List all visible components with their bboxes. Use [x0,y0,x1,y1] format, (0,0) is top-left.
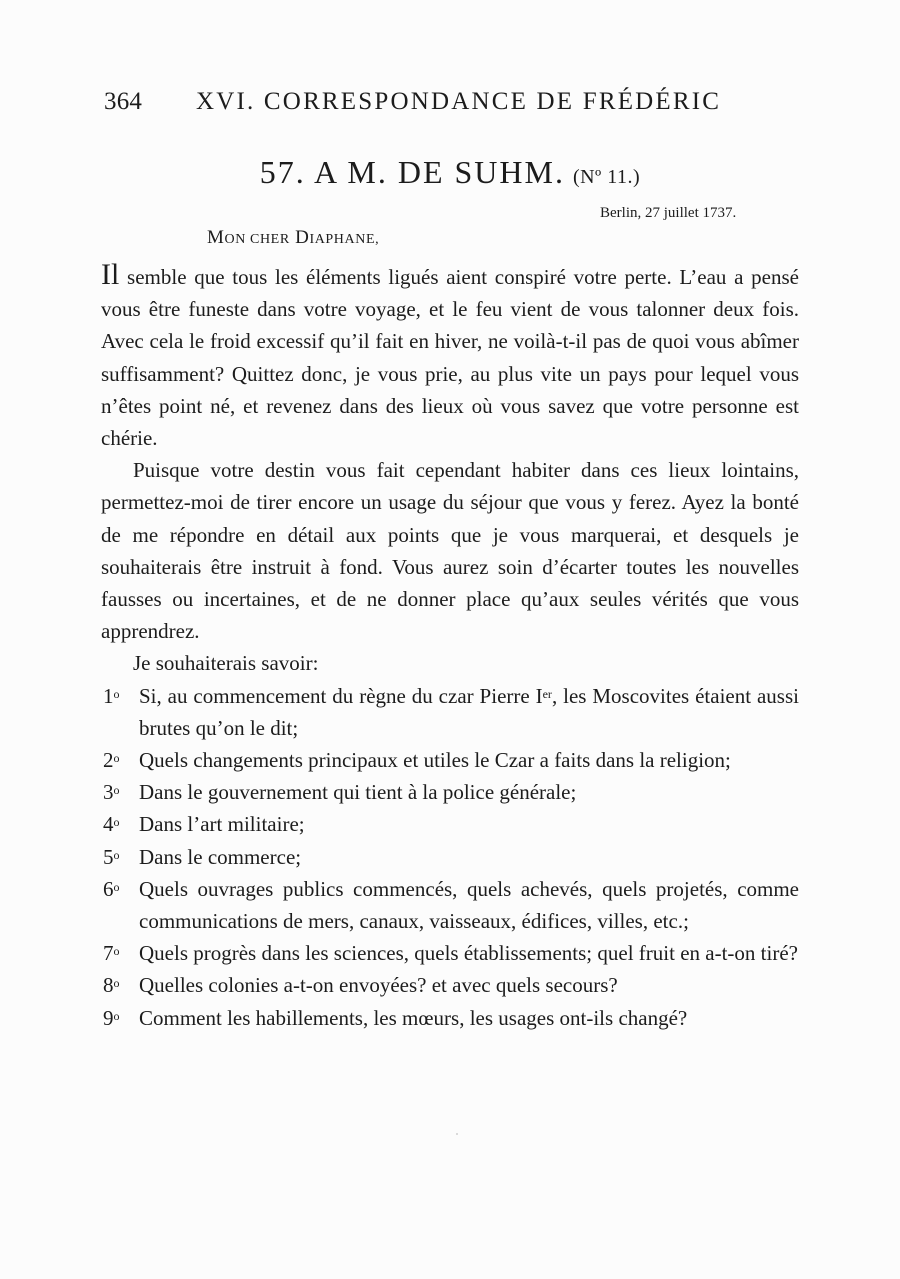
question-text: Quels changements principaux et utiles le Czar a faits dans la religion; [139,748,731,773]
paragraph [101,259,799,454]
question-number: 9$^o$ [103,1005,120,1030]
question-number: 4$^o$ [103,812,120,837]
question-number: 1$^o$ [103,683,120,708]
question-number: 5$^o$ [103,844,120,869]
running-head-title: XVI. CORRESPONDANCE DE FRÉDÉRIC [196,88,722,115]
running-head [104,88,724,122]
question-text: Quelles colonies a-t-on envoyées? et avec quels secours? [139,973,618,998]
salutation-initial: D [295,227,310,248]
question-item [101,744,799,776]
question-number: 3$^o$ [103,780,120,805]
question-text: Comment les habillements, les mœurs, les usages ont-ils changé? [139,1005,688,1030]
question-list [101,680,799,1034]
letter-title [0,154,900,191]
letter-title-main: 57. A M. DE SUHM. [259,154,565,190]
salutation-smallcaps: IAPHANE, [309,232,380,247]
question-item [101,1002,799,1034]
page-number: 364 [104,88,143,115]
page-speck [456,1133,458,1135]
paragraph: Puisque votre destin vous fait cependant habiter dans ces lieux lointains, permettez-moi de tirer encore un usage du séjour que vous y ferez. Ayez la bonté de me répondre en détail aux points que je vous marquerai, et desquels je souhaiterais être instruit à fond. Vous aurez soin d’écarter toutes les nouvelles fausses ou incertaines, et de ne donner place qu’aux seules vérités que vous apprendrez. [101,458,799,644]
letter-body [101,259,799,1034]
question-text: Si, au commencement du règne du czar Pierre Ier, les Moscovites étaient aussi brutes qu’on le dit; [139,683,799,740]
paragraph-text: semble que tous les éléments ligués aient conspiré votre perte. L’eau a pensé vous être funeste dans votre voyage, et le feu vient de vous talonner deux fois. Avec cela le froid excessif qu’il fait en hiver, ne voilà-t-il pas de quoi vous abîmer suffisamment? Quittez donc, je vous prie, au plus vite un pays pour lequel vous n’êtes point né, et revenez dans des lieux où vous savez que votre personne est chérie. [101,265,799,451]
question-item [101,808,799,840]
question-item [101,680,799,744]
question-text: Quels ouvrages publics commencés, quels achevés, quels projetés, comme communications de mers, canaux, vaisseaux, édifices, villes, etc.; [139,876,799,934]
letter-number: (Nº 11.) [572,166,641,188]
question-text: Dans le gouvernement qui tient à la police générale; [139,780,577,805]
question-number: 6$^o$ [103,876,120,901]
salutation [207,227,379,249]
salutation-smallcaps: ON CHER [224,232,290,247]
question-text: Dans l’art militaire; [139,812,305,837]
question-number: 8$^o$ [103,973,120,998]
question-text: Quels progrès dans les sciences, quels établissements; quel fruit en a-t-on tiré? [139,941,798,966]
question-item [101,937,799,969]
drop-cap: Il [101,258,120,291]
question-number: 7$^o$ [103,941,120,966]
question-item [101,841,799,873]
salutation-initial: M [207,227,225,248]
question-item [101,776,799,808]
question-text: Dans le commerce; [139,844,302,869]
question-number: 2$^o$ [103,748,120,773]
dateline: Berlin, 27 juillet 1737. [600,205,737,221]
question-item [101,969,799,1001]
list-intro: Je souhaiterais savoir: [133,651,319,676]
question-item [101,873,799,937]
